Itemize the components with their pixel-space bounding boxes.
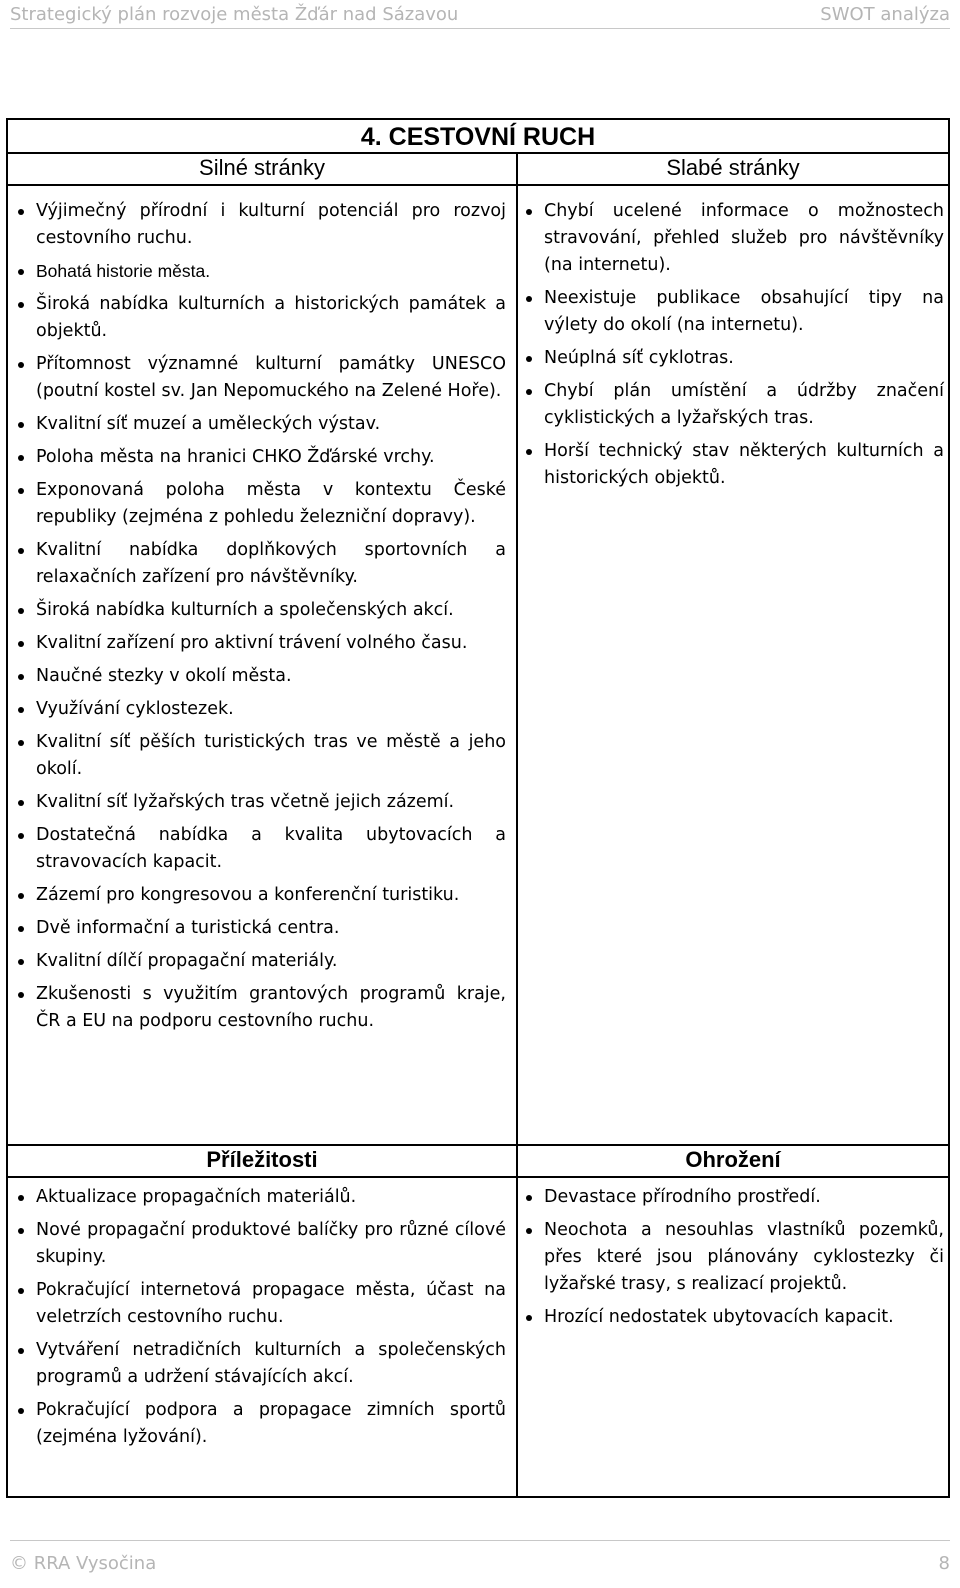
strength-item: Naučné stezky v okolí města. [12, 663, 506, 690]
strength-item: Kvalitní nabídka doplňkových sportovních a relaxačních zařízení pro návštěvníky. [12, 537, 506, 591]
weaknesses-heading: Slabé stránky [666, 155, 800, 180]
opportunities-heading: Příležitosti [206, 1147, 318, 1172]
strength-item: Kvalitní síť pěších turistických tras ve městě a jeho okolí. [12, 729, 506, 783]
weakness-item: Neúplná síť cyklotras. [520, 345, 944, 372]
swot-table [6, 118, 950, 1498]
strength-item: Využívání cyklostezek. [12, 696, 506, 723]
threats-list [520, 1184, 944, 1337]
strength-item: Zázemí pro kongresovou a konferenční turistiku. [12, 882, 506, 909]
weakness-item: Chybí ucelené informace o možnostech stravování, přehled služeb pro návštěvníky (na internetu). [520, 198, 944, 279]
strength-item: Dostatečná nabídka a kvalita ubytovacích a stravovacích kapacit. [12, 822, 506, 876]
threat-item: Hrozící nedostatek ubytovacích kapacit. [520, 1304, 944, 1331]
swot-section-title: 4. CESTOVNÍ RUCH [360, 123, 596, 151]
strengths-heading: Silné stránky [199, 155, 325, 180]
threat-item: Devastace přírodního prostředí. [520, 1184, 944, 1211]
threat-item: Neochota a nesouhlas vlastníků pozemků, přes které jsou plánovány cyklostezky či lyžařské trasy, s realizací projektů. [520, 1217, 944, 1298]
header-section-name: SWOT analýza [820, 4, 950, 25]
strength-item: Výjimečný přírodní i kulturní potenciál pro rozvoj cestovního ruchu. [12, 198, 506, 252]
strength-item: Široká nabídka kulturních a historických památek a objektů. [12, 291, 506, 345]
weakness-item: Horší technický stav některých kulturních a historických objektů. [520, 438, 944, 492]
strength-item: Kvalitní zařízení pro aktivní trávení volného času. [12, 630, 506, 657]
strength-item: Kvalitní síť lyžařských tras včetně jejich zázemí. [12, 789, 506, 816]
opportunity-item: Vytváření netradičních kulturních a společenských programů a udržení stávajících akcí. [12, 1337, 506, 1391]
strength-item: Kvalitní dílčí propagační materiály. [12, 948, 506, 975]
footer-copyright: © RRA Vysočina [10, 1553, 157, 1574]
strength-item: Exponovaná poloha města v kontextu České republiky (zejména z pohledu železniční dopravy). [12, 477, 506, 531]
strength-item: Kvalitní síť muzeí a uměleckých výstav. [12, 411, 506, 438]
weakness-item: Neexistuje publikace obsahující tipy na výlety do okolí (na internetu). [520, 285, 944, 339]
column-divider [516, 152, 518, 1496]
page-header [10, 4, 950, 29]
page-footer [10, 1540, 950, 1581]
opportunity-item: Pokračující podpora a propagace zimních sportů (zejména lyžování). [12, 1397, 506, 1451]
strength-item: Bohatá historie města. [12, 258, 506, 285]
weaknesses-list [520, 198, 944, 498]
weakness-item: Chybí plán umístění a údržby značení cyklistických a lyžařských tras. [520, 378, 944, 432]
divider [8, 1176, 948, 1178]
opportunity-item: Nové propagační produktové balíčky pro různé cílové skupiny. [12, 1217, 506, 1271]
strength-item: Široká nabídka kulturních a společenských akcí. [12, 597, 506, 624]
header-document-title: Strategický plán rozvoje města Žďár nad Sázavou [10, 4, 459, 25]
opportunity-item: Pokračující internetová propagace města, účast na veletrzích cestovního ruchu. [12, 1277, 506, 1331]
page-number: 8 [938, 1553, 950, 1574]
strength-item: Poloha města na hranici CHKO Žďárské vrchy. [12, 444, 506, 471]
threats-heading: Ohrožení [685, 1147, 781, 1172]
strength-item: Dvě informační a turistická centra. [12, 915, 506, 942]
strength-item: Zkušenosti s využitím grantových programů kraje, ČR a EU na podporu cestovního ruchu. [12, 981, 506, 1035]
opportunities-list [12, 1184, 506, 1457]
divider [8, 184, 948, 186]
strengths-list [12, 198, 506, 1041]
strength-item: Přítomnost významné kulturní památky UNESCO (poutní kostel sv. Jan Nepomuckého na Zelené Hoře). [12, 351, 506, 405]
opportunity-item: Aktualizace propagačních materiálů. [12, 1184, 506, 1211]
